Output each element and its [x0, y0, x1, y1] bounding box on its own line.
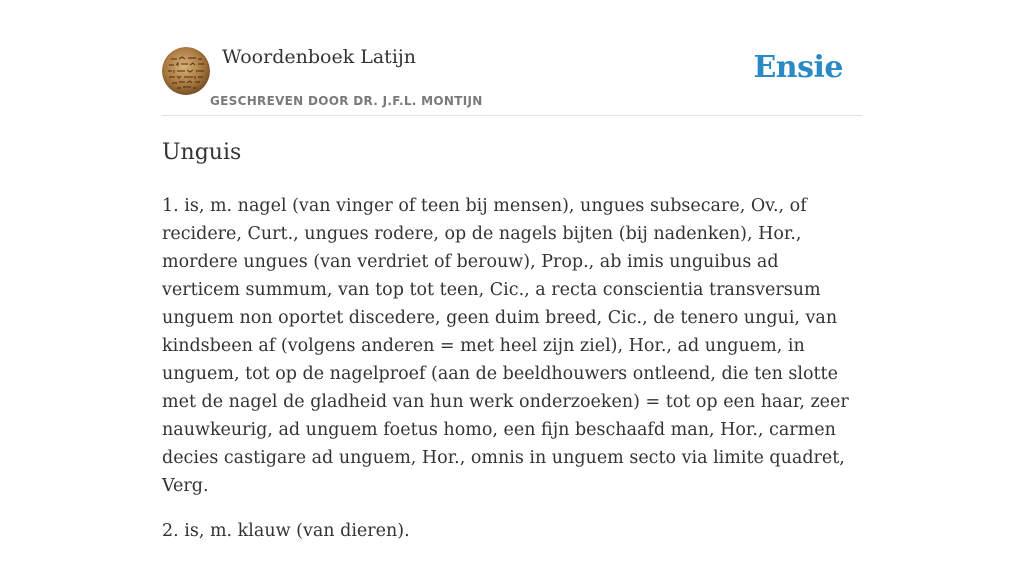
definition-1: 1. is, m. nagel (van vinger of teen bij mensen), ungues subsecare, Ov., of recidere, Curt., ungues rodere, op de nagels bijten (bij nadenken), Hor., mordere ungues (van verdriet of berouw), Prop., ab imis unguibus ad verticem summum, van top tot teen, Cic., a recta conscientia transversum unguem non oportet discedere, geen duim breed, Cic., de tenero ungui, van kindsbeen af (volgens anderen = met heel zijn ziel), Hor., ad unguem, in unguem, tot op de nagelproef (aan de beeldhouwers ontleend, die ten slotte met de nagel de gladheid van hun werk onderzoeken) = tot op een haar, zeer nauwkeurig, ad unguem foetus homo, een fijn beschaafd man, Hor., carmen decies castigare ad unguem, Hor., omnis in unguem secto via limite quadret, Verg.: [162, 196, 849, 496]
header: [162, 0, 862, 116]
entry-title: Unguis: [162, 140, 242, 165]
latin-inscription-coin-icon[interactable]: [162, 47, 210, 95]
ensie-logo-link[interactable]: Ensie: [753, 50, 843, 85]
definition-2: 2. is, m. klauw (van dieren).: [162, 521, 410, 541]
author-byline: GESCHREVEN DOOR DR. J.F.L. MONTIJN: [210, 94, 483, 108]
entry-body: [162, 192, 862, 562]
book-title[interactable]: Woordenboek Latijn: [222, 46, 417, 68]
page-container: [162, 0, 862, 541]
